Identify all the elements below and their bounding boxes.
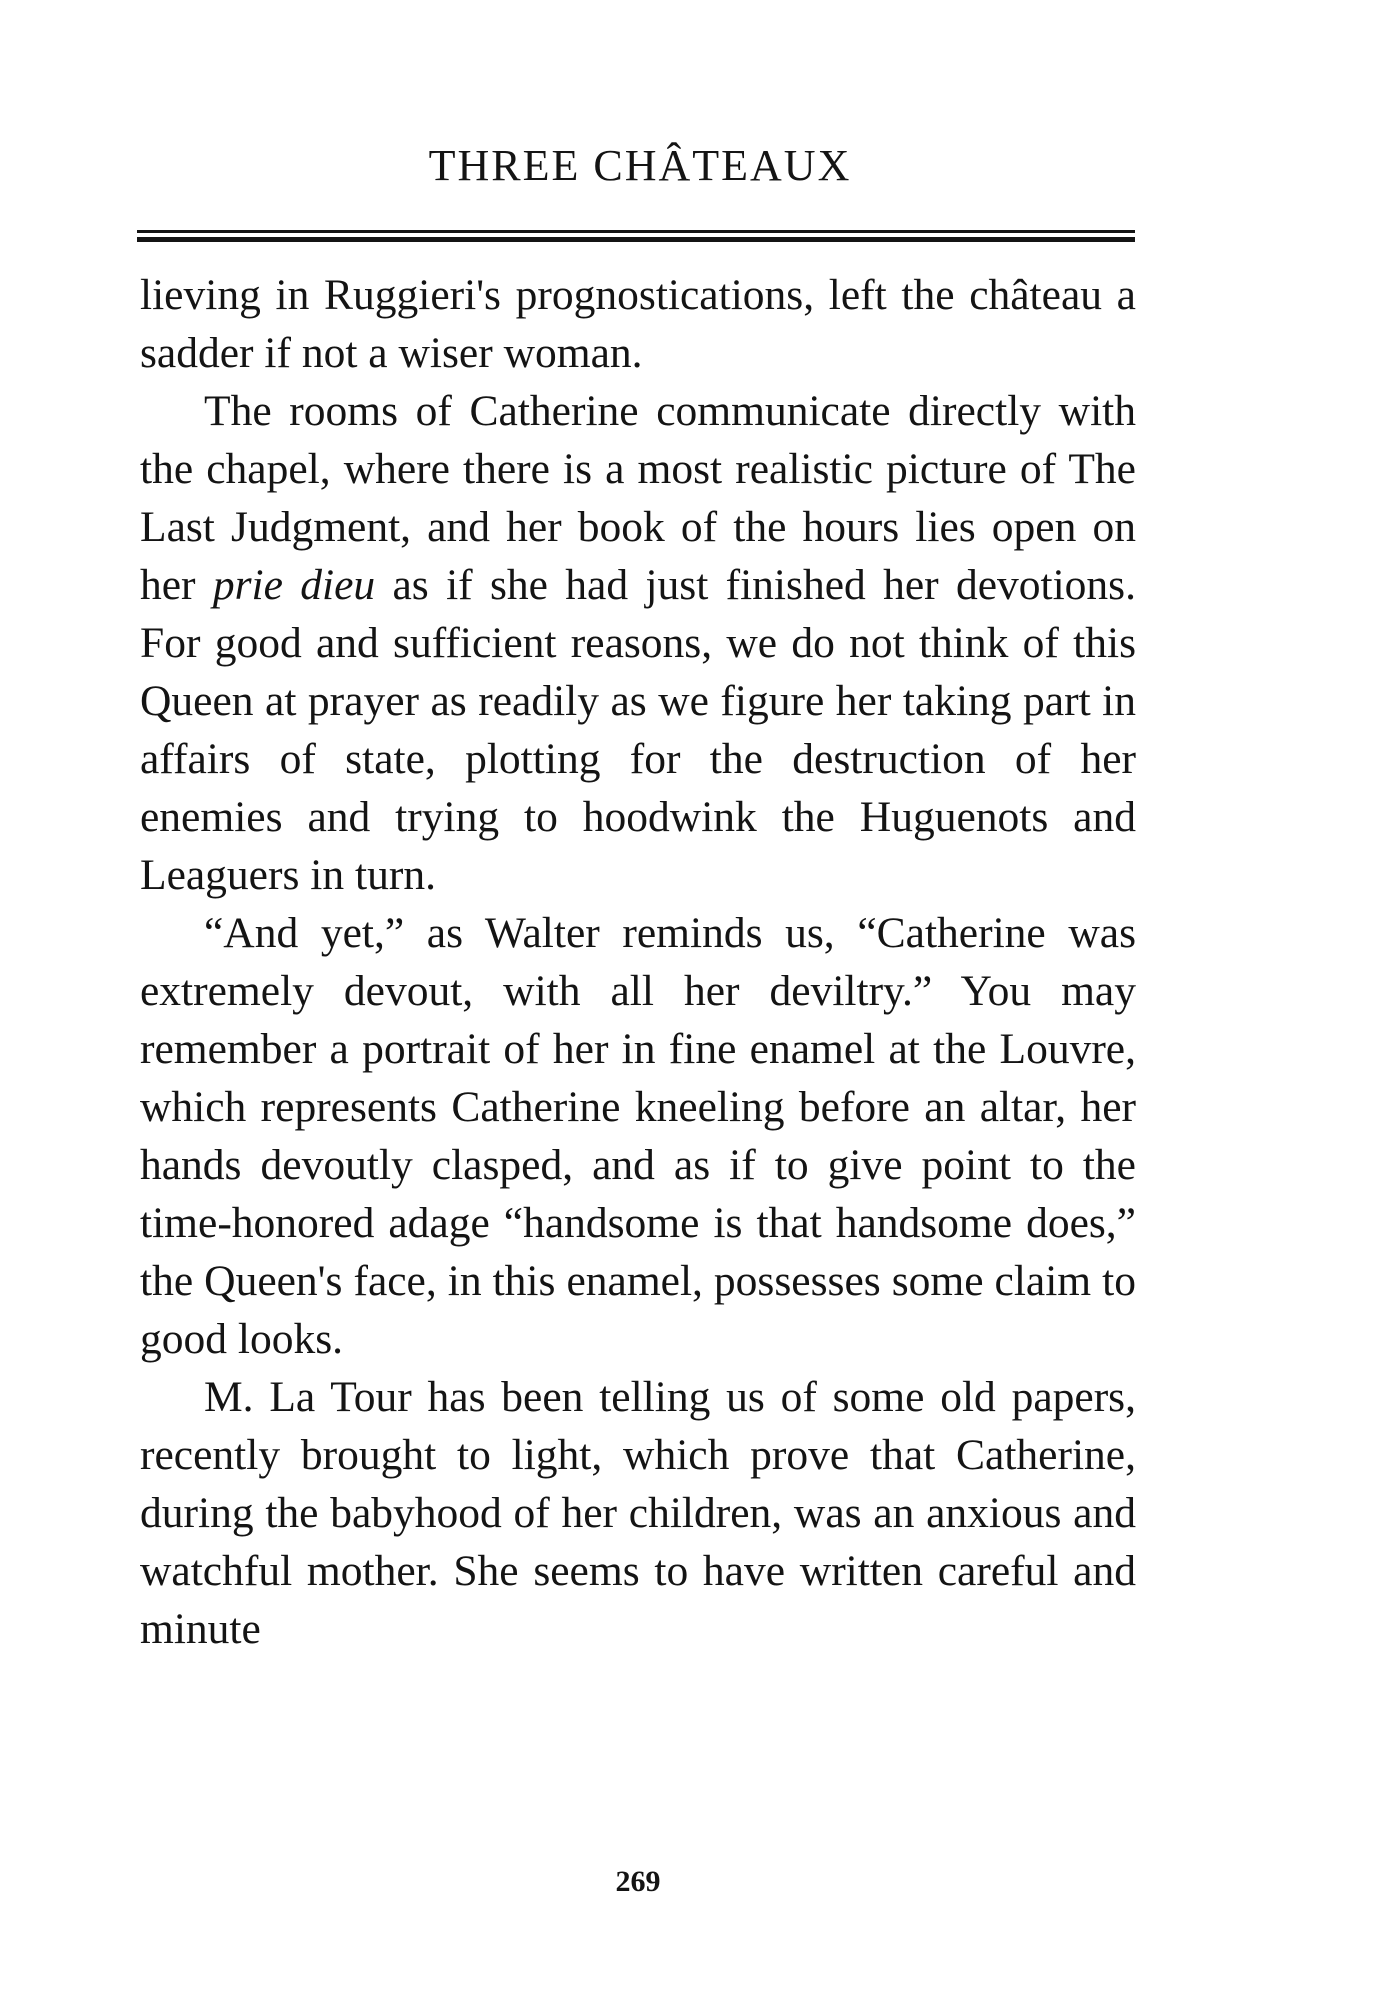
body-text <box>140 266 1136 1658</box>
running-head: THREE CHÂTEAUX <box>428 141 852 190</box>
paragraph-la-tour: M. La Tour has been telling us of some old papers, recently brought to light, which prove that Catherine, during the babyhood of her children, was an anxious and watchful mother. She seems to have written careful and minute <box>140 1373 1136 1653</box>
paragraph-walter-quote: “And yet,” as Walter reminds us, “Catherine was extremely devout, with all her deviltry.” You may remember a portrait of her in fine enamel at the Louvre, which represents Catherine kneeling before an altar, her hands devoutly clasped, and as if to give point to the time-honored adage “handsome is that handsome does,” the Queen's face, in this enamel, possesses some claim to good looks. <box>140 909 1136 1363</box>
page-number: 269 <box>615 1865 661 1898</box>
header-rule-thick <box>137 237 1135 242</box>
italic-phrase: prie dieu <box>212 561 376 609</box>
paragraph-catherine-rooms <box>140 382 1136 904</box>
header-rule-thin <box>137 230 1135 233</box>
paragraph-text: The rooms of Catherine communicate directly with the chapel, where there is a most realistic picture of The Last Judgment, and her book of the hours lies open on her <box>140 387 1136 609</box>
paragraph-text: as if she had just finished her devotions. For good and sufficient reasons, we do not think of this Queen at prayer as readily as we figure her taking part in affairs of state, plotting for the destruction of her enemies and trying to hoodwink the Huguenots and Leaguers in turn. <box>140 561 1136 899</box>
paragraph-continuation: lieving in Ruggieri's prognostications, left the château a sadder if not a wiser woman. <box>140 271 1136 377</box>
